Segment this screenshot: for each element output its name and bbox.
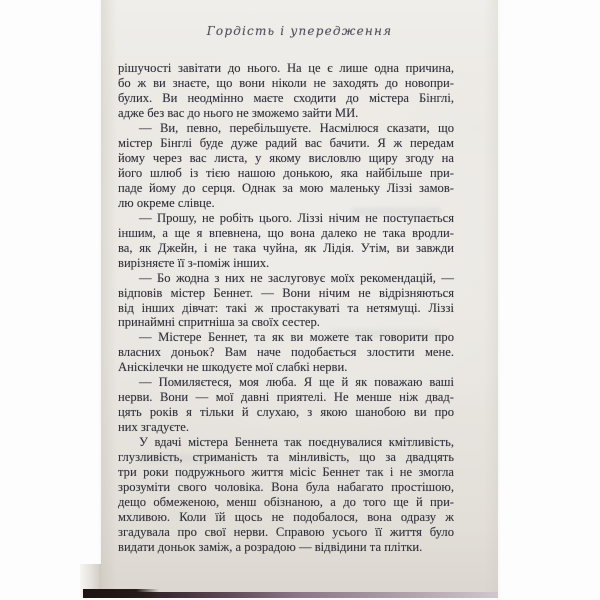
text-line: — Прошу, не робіть цього. Ліззі нічим не поступається	[139, 210, 454, 225]
text-line: Аніскілечки не шкодуєте мої слабкі нерви.	[118, 360, 348, 375]
text-line: зрозуміти свого чоловіка. Вона була набагато простішою,	[118, 480, 454, 495]
text-line: видати доньок заміж, а розрадою — відвідини та плітки.	[118, 540, 423, 554]
text-line: булих. Ви неодмінно маєте сходити до містера Бінглі,	[118, 90, 454, 105]
text-line: — Бо жодна з них не заслуговує моїх рекомендацій, —	[139, 270, 454, 285]
text-line: — Ви, певно, перебільшуєте. Насмілюся сказати, що	[139, 120, 454, 135]
text-line: — Помиляєтеся, моя люба. Я ще й як поважаю ваші	[139, 375, 454, 390]
text-line: його шлюб із тією нашою донькою, яка найбільше при-	[118, 165, 454, 180]
text-line: містер Бінглі буде дуже радий вас бачити. Я ж передам	[118, 135, 454, 150]
text-line: дещо обмеженою, менш обізнаною, а до того ще й при-	[118, 495, 454, 510]
running-header: Гордість і упередження	[206, 24, 393, 38]
text-line: рішучості завітати до нього. На це є лише одна причина,	[118, 61, 454, 75]
text-line: згадувала про свої нерви. Справою усього її життя було	[118, 525, 454, 540]
text-line: відповів містер Беннет. — Вони нічим не відрізняються	[118, 285, 454, 300]
text-line: ва, як Джейн, і не така чуйна, як Лідія. Утім, ви завжди	[118, 240, 454, 255]
book-page	[101, 0, 498, 597]
text-line: мхливою. Коли їй щось не подобалося, вона одразу ж	[118, 510, 454, 525]
text-line: лю окреме слівце.	[118, 195, 215, 210]
text-line: власних доньок? Вам наче подобається злостити мене.	[118, 345, 454, 360]
body-text-block	[118, 61, 454, 555]
text-line: адже без вас до нього не зможемо зайти МИ.	[118, 105, 359, 120]
text-line: У вдачі містера Беннета так поєднувалися кмітливість,	[139, 435, 454, 450]
text-line: іншим, а ще я впевнена, що вона далеко не така вродли-	[118, 225, 454, 240]
book-bottom-edge-dark	[83, 589, 159, 598]
text-line: принаймні спритніша за своїх сестер.	[118, 315, 320, 330]
text-line: глузливість, стриманість та мінливість, що за двадцять	[118, 450, 454, 465]
text-line: них згадуєте.	[118, 420, 190, 435]
text-line: від інших дівчат: такі ж простакуваті та нетямущі. Ліззі	[118, 300, 454, 315]
text-line: цять років я тільки й слухаю, з якою шанобою ви про	[118, 405, 454, 420]
text-line: йому через вас листа, у якому висловлю щиру згоду на	[118, 150, 454, 165]
text-line: три роки подружнього життя місіс Беннет так і не змогла	[118, 465, 454, 480]
text-line: нерви. Вони — мої давні приятелі. Не менше ніж двад-	[118, 390, 454, 405]
text-line: бо ж ви знаєте, що вони ніколи не заходять до новопри-	[118, 75, 454, 90]
text-line: вирізняєте її з-поміж інших.	[118, 255, 270, 270]
text-line: — Містере Беннет, та як ви можете так говорити про	[139, 330, 454, 345]
text-line: паде йому до серця. Однак за мою маленьку Ліззі замов-	[118, 180, 454, 195]
